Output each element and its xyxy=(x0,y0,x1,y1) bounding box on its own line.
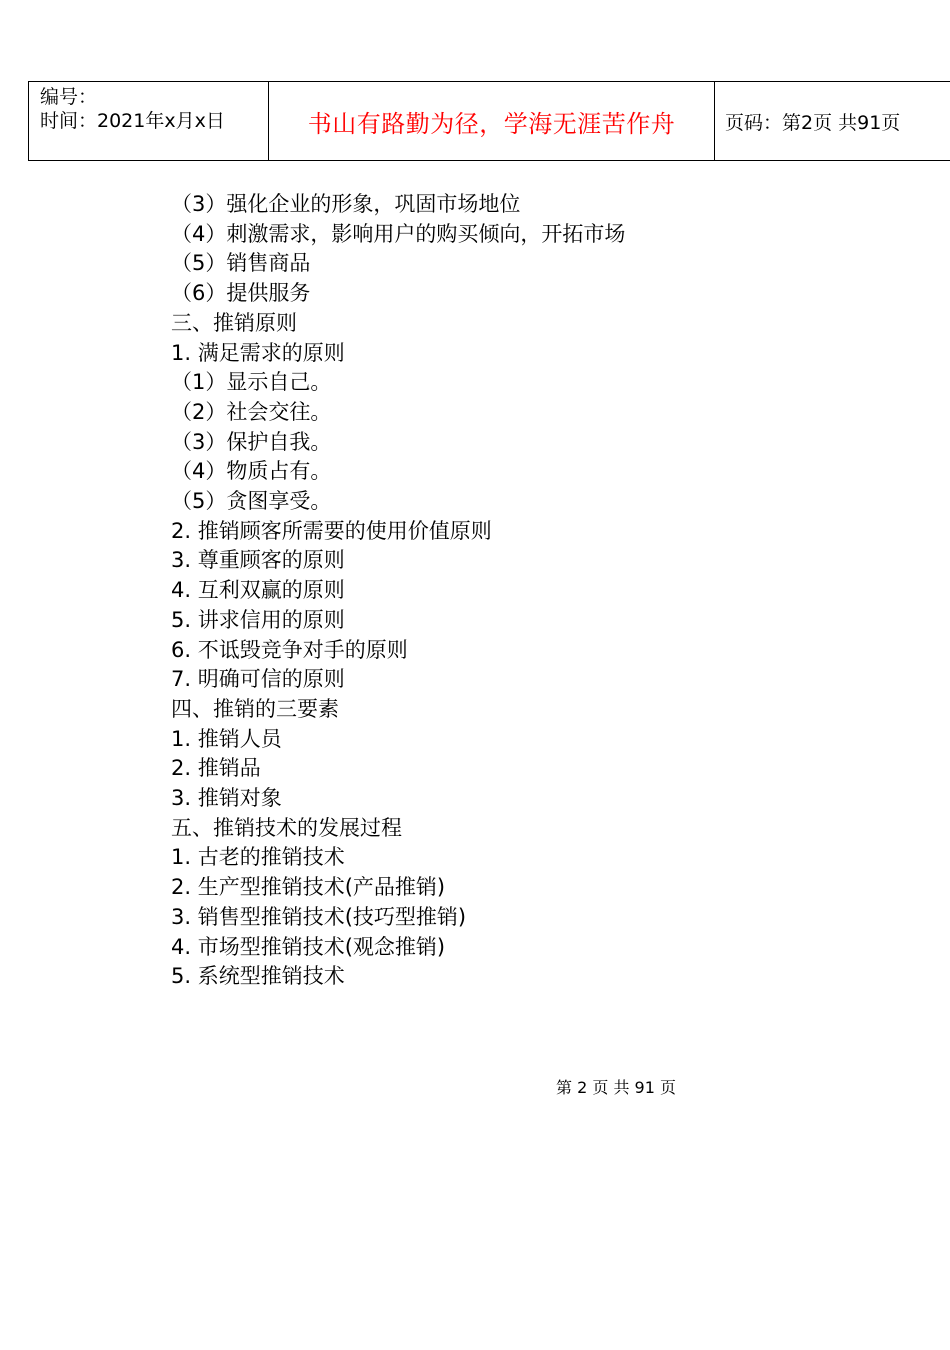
body-line: 1. 古老的推销技术 xyxy=(171,845,345,870)
page-footer: 第 2 页 共 91 页 xyxy=(556,1078,676,1097)
body-line: 2. 推销品 xyxy=(171,756,261,781)
body-line: 1. 满足需求的原则 xyxy=(171,340,345,365)
body-line: 4. 市场型推销技术(观念推销) xyxy=(171,934,446,959)
document-number-label: 编号： xyxy=(40,86,98,108)
body-line: 3. 销售型推销技术(技巧型推销) xyxy=(171,904,467,929)
document-body xyxy=(171,190,625,992)
body-line: 3. 推销对象 xyxy=(171,786,282,811)
header-left-cell xyxy=(29,82,269,160)
header-page-code: 页码：第2页 共91页 xyxy=(725,111,901,134)
body-line: 3. 尊重顾客的原则 xyxy=(171,548,345,573)
body-line: 1. 推销人员 xyxy=(171,726,282,751)
section-heading: 五、推销技术的发展过程 xyxy=(171,815,402,840)
body-line: （5）销售商品 xyxy=(171,251,311,276)
header-right-cell xyxy=(715,82,950,160)
body-line: （5）贪图享受。 xyxy=(171,489,332,514)
body-line: （1）显示自己。 xyxy=(171,370,332,395)
body-line: 7. 明确可信的原则 xyxy=(171,667,345,692)
section-heading: 三、推销原则 xyxy=(171,310,297,335)
body-line: 6. 不诋毁竞争对手的原则 xyxy=(171,637,408,662)
header-motto: 书山有路勤为径，学海无涯苦作舟 xyxy=(307,109,676,138)
section-heading: 四、推销的三要素 xyxy=(171,696,339,721)
body-line: 2. 推销顾客所需要的使用价值原则 xyxy=(171,518,492,543)
body-line: （6）提供服务 xyxy=(171,281,311,306)
body-line: （3）强化企业的形象，巩固市场地位 xyxy=(171,192,521,216)
body-line: （2）社会交往。 xyxy=(171,399,332,424)
body-line: （4）物质占有。 xyxy=(171,459,332,484)
body-line: 5. 讲求信用的原则 xyxy=(171,607,345,632)
header-middle-cell xyxy=(269,82,715,160)
body-line: 4. 互利双赢的原则 xyxy=(171,578,345,603)
body-line: （4）刺激需求，影响用户的购买倾向，开拓市场 xyxy=(171,221,626,246)
document-time-label: 时间：2021年x月x日 xyxy=(40,110,225,132)
body-line: 5. 系统型推销技术 xyxy=(171,964,345,989)
body-line: 2. 生产型推销技术(产品推销) xyxy=(171,875,446,900)
page-header-table xyxy=(28,81,950,161)
body-line: （3）保护自我。 xyxy=(171,429,332,454)
